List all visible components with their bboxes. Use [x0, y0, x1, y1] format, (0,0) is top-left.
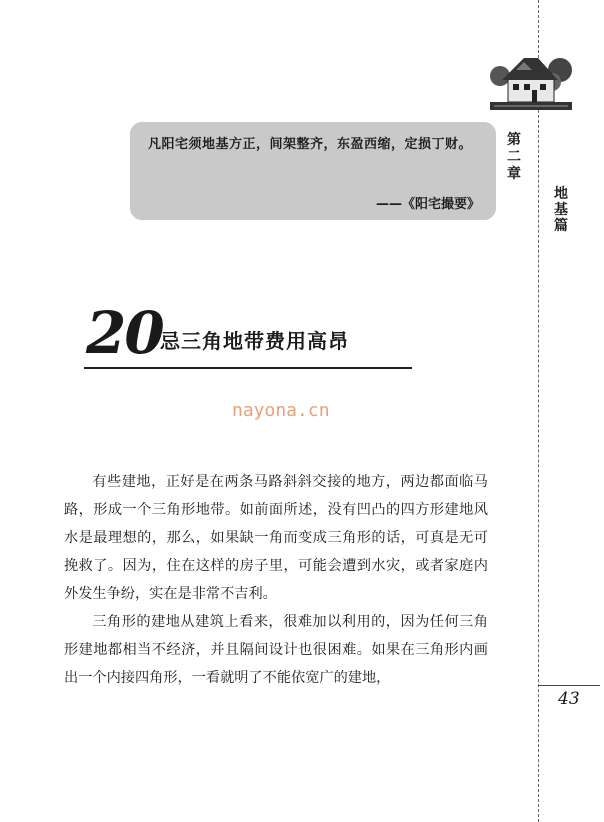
section-label: 地基篇	[554, 186, 568, 234]
watermark: nayona.cn	[232, 400, 330, 421]
house-illustration-icon	[490, 48, 572, 110]
margin-dashed-rule	[538, 0, 539, 822]
body-text	[64, 468, 488, 692]
body-paragraph: 三角形的建地从建筑上看来，很难加以利用的，因为任何三角形建地都相当不经济，并且隔间设计也很困难。如果在三角形内画出一个内接四角形，一看就明了不能依宽广的建地，	[64, 614, 488, 686]
body-paragraph: 有些建地，正好是在两条马路斜斜交接的地方，两边都面临马路，形成一个三角形地带。如前面所述，没有凹凸的四方形建地风水是最理想的，那么，如果缺一角而变成三角形的话，可真是无可挽救了。因为，住在这样的房子里，可能会遭到水灾，或者家庭内外发生争纷，实在是非常不吉利。	[64, 474, 488, 602]
epigraph-source: ——《阳宅撮要》	[375, 197, 480, 212]
heading-title: 忌三角地带费用高昂	[160, 329, 349, 353]
heading-underline	[84, 367, 412, 369]
heading-number: 20	[86, 299, 163, 367]
epigraph-text: 凡阳宅须地基方正，间架整齐，东盈西缩，定损丁财。	[148, 137, 473, 152]
chapter-label: 第二章	[507, 132, 521, 182]
page-number-rule	[538, 685, 600, 686]
page-number: 43	[558, 689, 580, 709]
